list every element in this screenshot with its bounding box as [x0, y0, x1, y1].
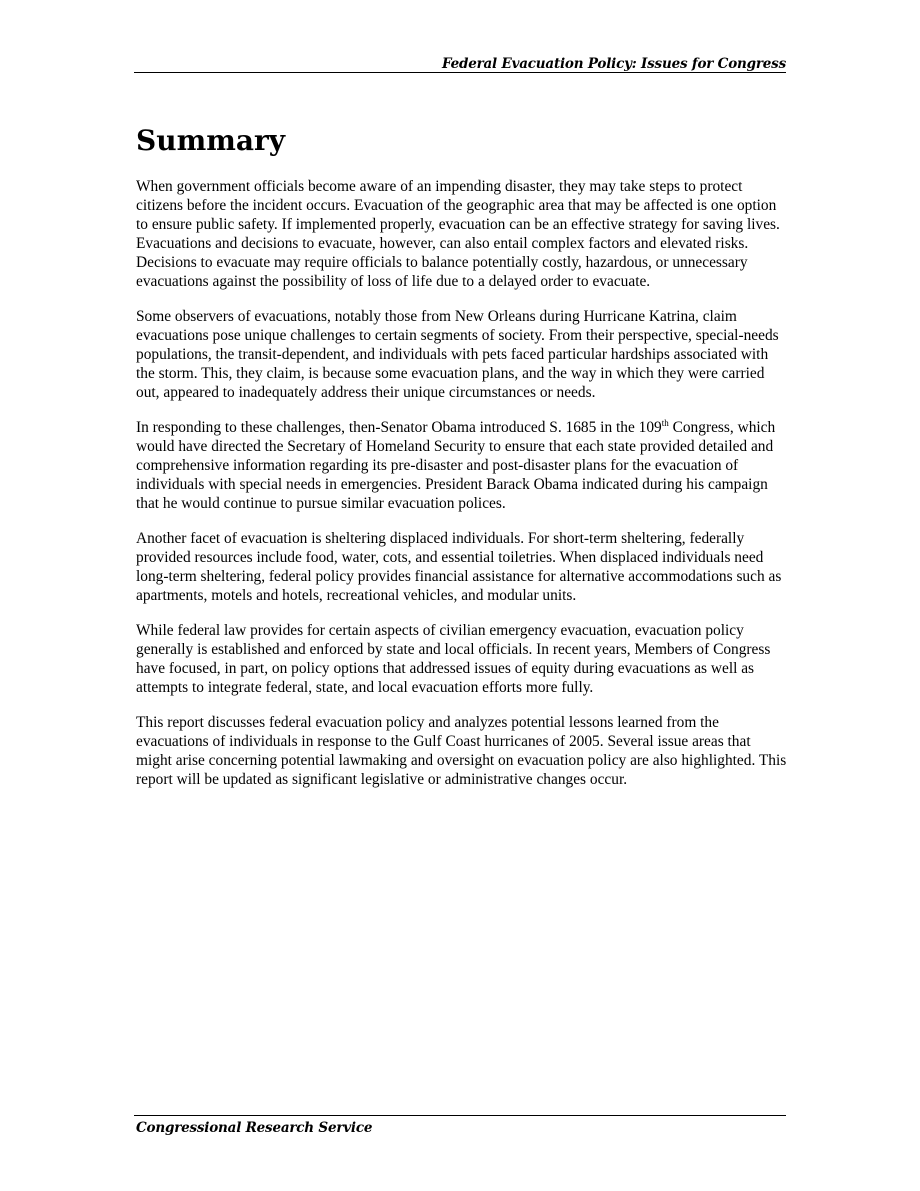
- summary-body: [136, 177, 787, 805]
- paragraph-3-text-after-superscript: Congress, which would have directed the Secretary of Homeland Security to ensure that each state provided detailed and comprehensive information regarding its pre-disaster and post-disaster plans for the evacuation of individuals with special needs in emergencies. President Barack Obama indicated during his campaign that he would continue to pursue similar evacuation polices.: [136, 419, 776, 512]
- running-footer-organization: Congressional Research Service: [136, 1120, 373, 1136]
- running-header-title: Federal Evacuation Policy: Issues for Congress: [441, 56, 786, 72]
- paragraph-3-text-before-superscript: In responding to these challenges, then-Senator Obama introduced S. 1685 in the 109: [136, 419, 662, 436]
- summary-paragraph-4: Another facet of evacuation is sheltering displaced individuals. For short-term sheltering, federally provided resources include food, water, cots, and essential toiletries. When displaced individuals need long-term sheltering, federal policy provides financial assistance for alternative accommodations such as apartments, motels and hotels, recreational vehicles, and modular units.: [136, 530, 782, 604]
- summary-paragraph-2: Some observers of evacuations, notably those from New Orleans during Hurricane Katrina, claim evacuations pose unique challenges to certain segments of society. From their perspective, special-needs populations, the transit-dependent, and individuals with pets faced particular hardships associated with the storm. This, they claim, is because some evacuation plans, and the way in which they were carried out, appeared to inadequately address their unique circumstances or needs.: [136, 308, 779, 401]
- summary-heading: Summary: [136, 124, 285, 157]
- header-rule: [134, 72, 786, 73]
- footer-rule: [134, 1115, 786, 1116]
- summary-paragraph-5: While federal law provides for certain aspects of civilian emergency evacuation, evacuation policy generally is established and enforced by state and local officials. In recent years, Members of Congress have focused, in part, on policy options that addressed issues of equity during evacuations as well as attempts to integrate federal, state, and local evacuation efforts more fully.: [136, 622, 771, 696]
- summary-paragraph-1: When government officials become aware of an impending disaster, they may take steps to protect citizens before the incident occurs. Evacuation of the geographic area that may be affected is one option to ensure public safety. If implemented properly, evacuation can be an effective strategy for saving lives. Evacuations and decisions to evacuate, however, can also entail complex factors and elevated risks. Decisions to evacuate may require officials to balance potentially costly, hazardous, or unnecessary evacuations against the possibility of loss of life due to a delayed order to evacuate.: [136, 178, 780, 290]
- summary-paragraph-3: [136, 418, 787, 513]
- ordinal-superscript: th: [661, 418, 669, 428]
- summary-paragraph-6: This report discusses federal evacuation policy and analyzes potential lessons learned from the evacuations of individuals in response to the Gulf Coast hurricanes of 2005. Several issue areas that might arise concerning potential lawmaking and oversight on evacuation policy are also highlighted. This report will be updated as significant legislative or administrative changes occur.: [136, 714, 787, 788]
